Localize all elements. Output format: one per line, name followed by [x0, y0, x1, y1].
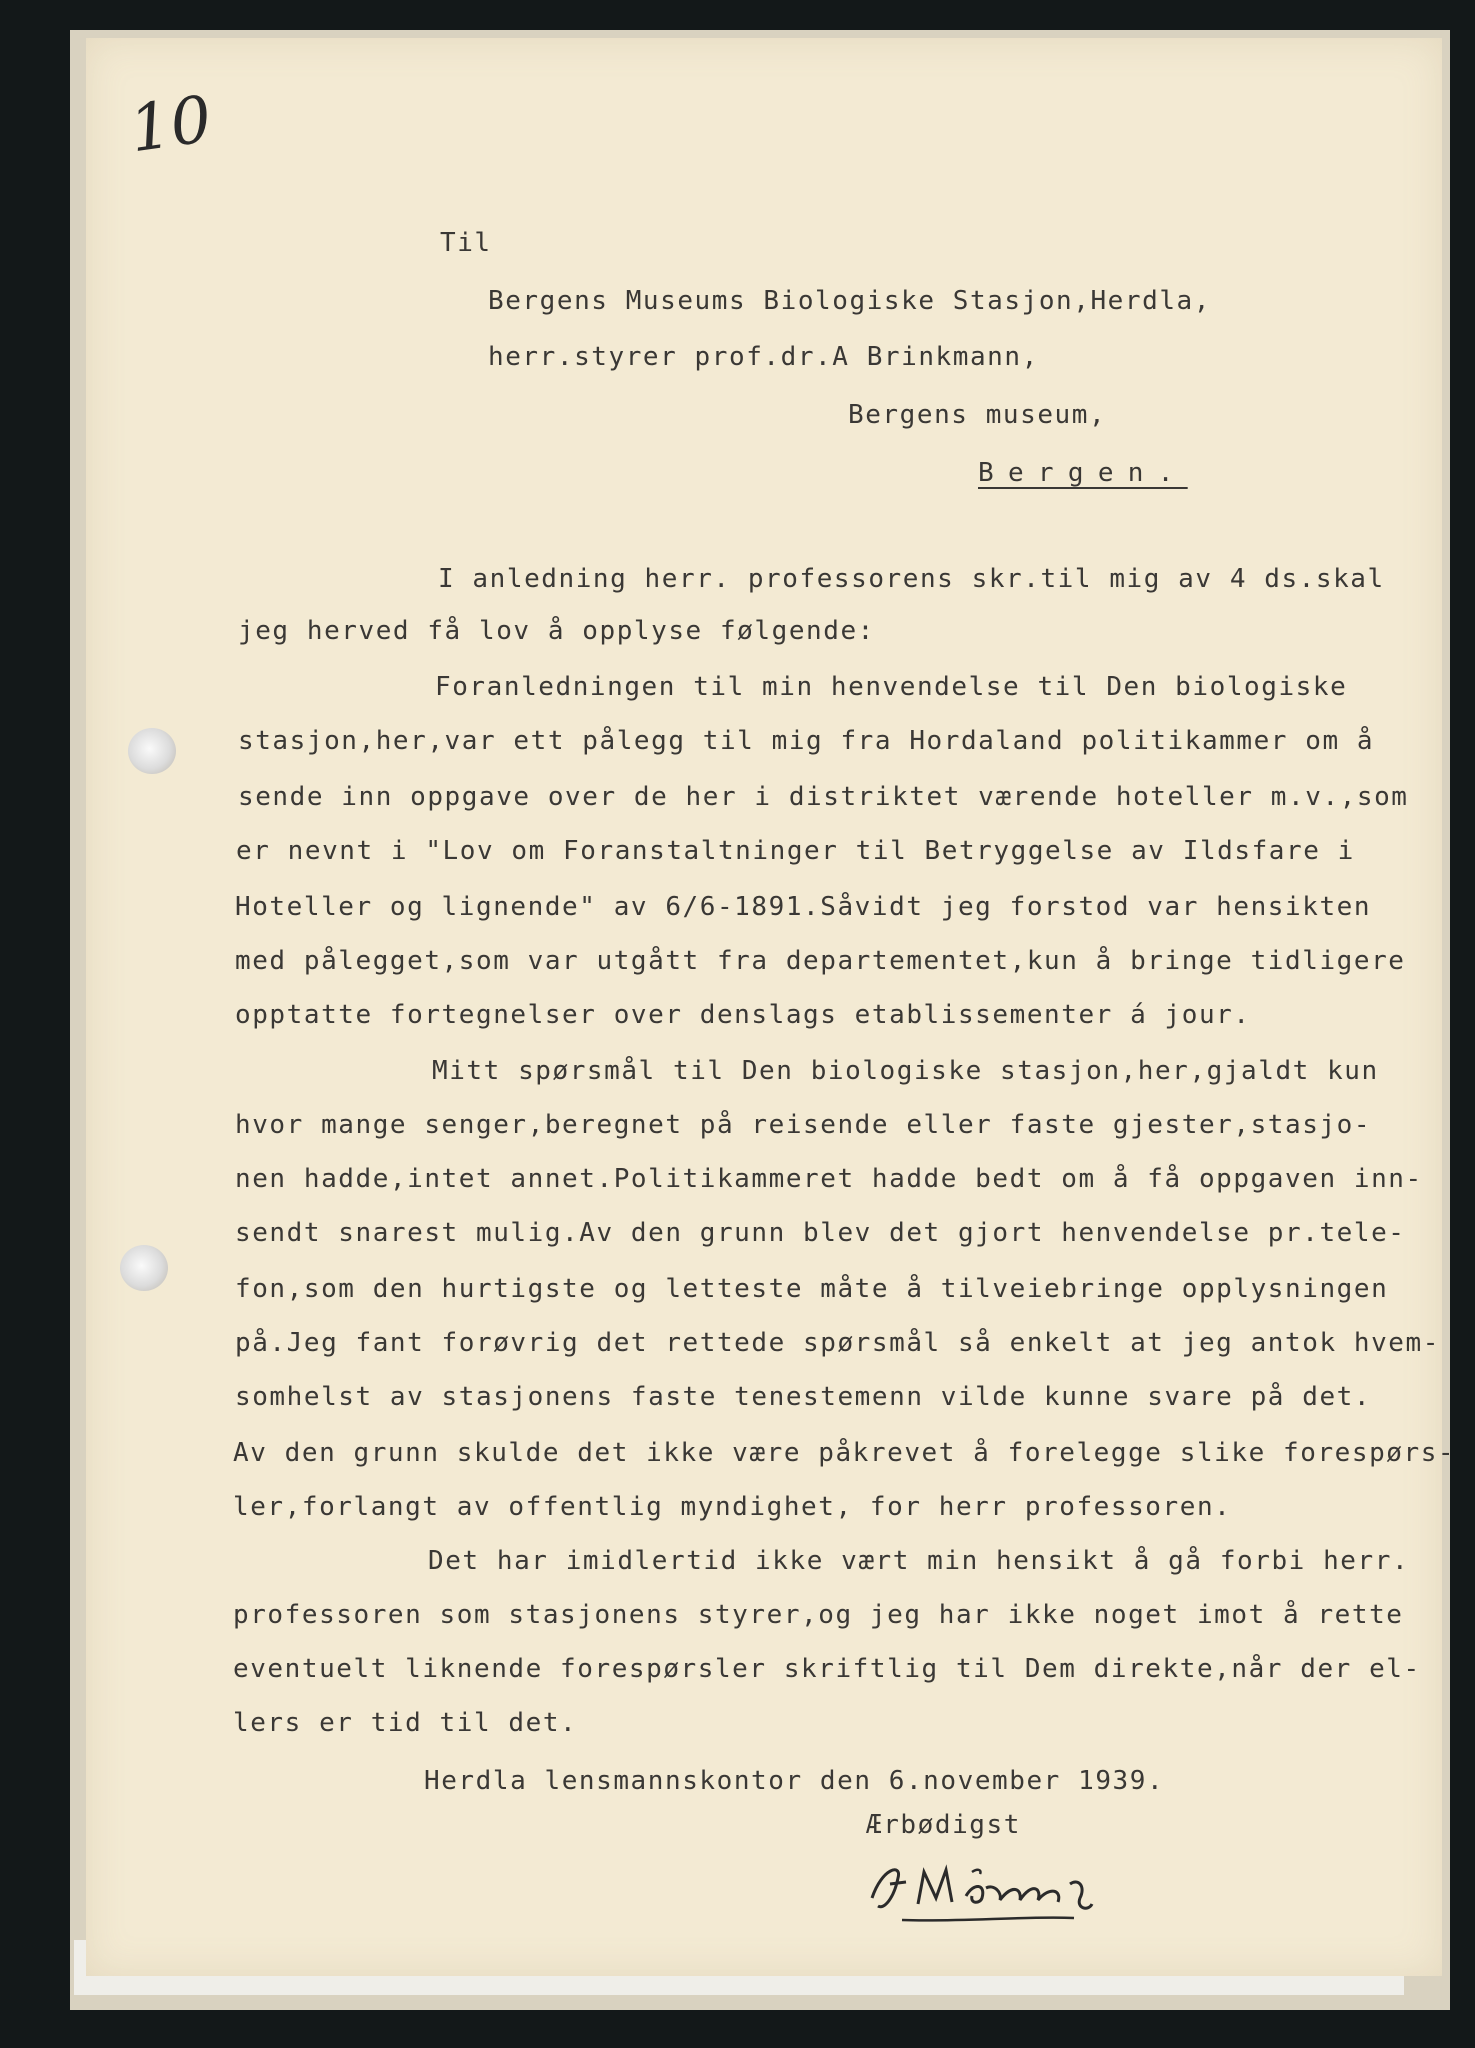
- punch-hole-top: [128, 728, 176, 774]
- body-line-16: somhelst av stasjonens faste tenestemenn vilde kunne svare på det.: [235, 1382, 1372, 1412]
- body-line-21: eventuelt liknende forespørsler skriftlig til Dem direkte,når der el-: [233, 1654, 1421, 1684]
- handwritten-page-number: 10: [125, 82, 217, 168]
- recipient-line-3: Bergens museum,: [848, 400, 1107, 430]
- body-line-13: sendt snarest mulig.Av den grunn blev det gjort henvendelse pr.tele-: [235, 1218, 1406, 1248]
- body-line-15: på.Jeg fant forøvrig det rettede spørsmål så enkelt at jeg antok hvem-: [235, 1328, 1440, 1358]
- body-line-17: Av den grunn skulde det ikke være påkrevet å forelegge slike forespørs-: [233, 1438, 1456, 1468]
- body-line-2: jeg herved få lov å opplyse følgende:: [238, 616, 875, 646]
- place-and-date: Herdla lensmannskontor den 6.november 1939.: [424, 1766, 1165, 1796]
- body-line-22: lers er tid til det.: [233, 1708, 578, 1738]
- body-line-7: Hoteller og lignende" av 6/6-1891.Såvidt jeg forstod var hensikten: [235, 892, 1372, 922]
- recipient-city: Bergen.: [978, 458, 1188, 488]
- body-line-9: opptatte fortegnelser over denslags etablissementer á jour.: [235, 1000, 1251, 1030]
- closing-regards: Ærbødigst: [866, 1810, 1021, 1840]
- body-line-18: ler,forlangt av offentlig myndighet, for herr professoren.: [233, 1492, 1232, 1522]
- recipient-line-2: herr.styrer prof.dr.A Brinkmann,: [488, 342, 1039, 372]
- punch-hole-bottom: [120, 1245, 168, 1291]
- body-line-6: er nevnt i "Lov om Foranstaltninger til Betryggelse av Ildsfare i: [236, 836, 1355, 866]
- body-line-19: Det har imidlertid ikke vært min hensikt å gå forbi herr.: [428, 1546, 1410, 1576]
- recipient-line-1: Bergens Museums Biologiske Stasjon,Herdla,: [488, 286, 1211, 316]
- body-line-20: professoren som stasjonens styrer,og jeg har ikke noget imot å rette: [233, 1600, 1404, 1630]
- body-line-1: I anledning herr. professorens skr.til mig av 4 ds.skal: [438, 564, 1385, 594]
- body-line-8: med pålegget,som var utgått fra departementet,kun å bringe tidligere: [235, 946, 1406, 976]
- salutation: Til: [440, 228, 492, 258]
- body-line-10: Mitt spørsmål til Den biologiske stasjon,her,gjaldt kun: [432, 1056, 1379, 1086]
- body-line-11: hvor mange senger,beregnet på reisende eller faste gjester,stasjo-: [235, 1110, 1372, 1140]
- body-line-14: fon,som den hurtigste og letteste måte å tilveiebringe opplysningen: [235, 1274, 1389, 1304]
- body-line-12: nen hadde,intet annet.Politikammeret hadde bedt om å få oppgaven inn-: [235, 1164, 1423, 1194]
- body-line-3: Foranledningen til min henvendelse til Den biologiske: [435, 672, 1348, 702]
- body-line-5: sende inn oppgave over de her i distriktet værende hoteller m.v.,som: [238, 782, 1409, 812]
- handwritten-signature: [862, 1848, 1162, 1928]
- body-line-4: stasjon,her,var ett pålegg til mig fra Hordaland politikammer om å: [238, 726, 1375, 756]
